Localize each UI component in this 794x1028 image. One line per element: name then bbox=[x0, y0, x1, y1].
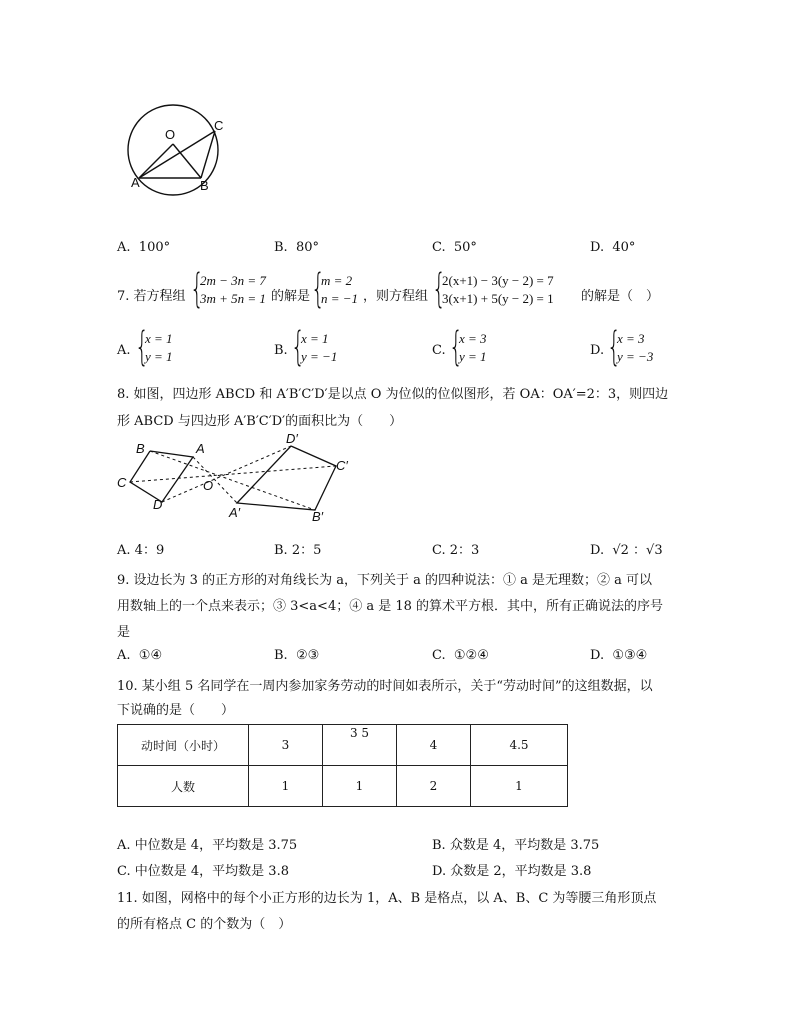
q6-option-c[interactable]: C. 50° bbox=[432, 240, 477, 255]
q10-line-1: 10. 某小组 5 名同学在一周内参加家务劳动的时间如表所示，关于“劳动时间”的这组数据，以 bbox=[117, 679, 653, 694]
q7-option-c[interactable]: x = 3 y = 1 bbox=[459, 331, 487, 364]
q8-line-2: 形 ABCD 与四边形 A′B′C′D′的面积比为（ ） bbox=[117, 414, 403, 429]
table-cell: 1 bbox=[249, 766, 323, 807]
q9-line-3: 是 bbox=[117, 625, 131, 640]
q7-option-b[interactable]: x = 1 y = −1 bbox=[301, 331, 338, 364]
table-cell: 3 5 bbox=[323, 725, 397, 766]
fig1-label-a: A bbox=[131, 175, 140, 190]
q8-option-d[interactable]: D. √2 ：√3 bbox=[590, 543, 663, 558]
q10-option-b[interactable]: B. 众数是 4，平均数是 3.75 bbox=[432, 838, 600, 853]
q10-option-c[interactable]: C. 中位数是 4，平均数是 3.8 bbox=[117, 864, 289, 879]
table-row bbox=[118, 766, 568, 807]
q9-option-d[interactable]: D. ①③④ bbox=[590, 648, 648, 663]
q9-option-b[interactable]: B. ②③ bbox=[274, 648, 320, 663]
brace-icon: { bbox=[449, 324, 463, 370]
q7-option-a-letter[interactable]: A. bbox=[117, 343, 131, 358]
q6-option-a[interactable]: A. 100° bbox=[117, 240, 171, 255]
table-cell: 3 bbox=[249, 725, 323, 766]
table-cell: 人数 bbox=[118, 766, 249, 807]
fig1-label-b: B bbox=[200, 178, 209, 193]
labor-time-table bbox=[117, 724, 568, 807]
q6-option-d[interactable]: D. 40° bbox=[590, 240, 636, 255]
q7-mid2: ，则方程组 bbox=[363, 289, 429, 304]
fig2-label-d: D bbox=[153, 497, 163, 512]
q7-option-a[interactable]: x = 1 y = 1 bbox=[145, 331, 173, 364]
fig2-label-ap: A′ bbox=[229, 505, 241, 520]
table-row bbox=[118, 725, 568, 766]
table-cell: 4.5 bbox=[471, 725, 568, 766]
q7-solution: m = 2 n = −1 bbox=[321, 273, 359, 306]
q11-line-2: 的所有格点 C 的个数为（ ） bbox=[117, 917, 292, 932]
brace-icon: { bbox=[432, 266, 446, 312]
q10-option-d[interactable]: D. 众数是 2，平均数是 3.8 bbox=[432, 864, 592, 879]
q11-line-1: 11. 如图，网格中的每个小正方形的边长为 1，A、B 是格点，以 A、B、C 为等腰三角形顶点 bbox=[117, 891, 657, 906]
fig2-label-b: B bbox=[136, 441, 145, 456]
q9-option-c[interactable]: C. ①②④ bbox=[432, 648, 489, 663]
q7-mid1: 的解是 bbox=[271, 289, 311, 304]
fig1-label-o: O bbox=[165, 127, 176, 142]
fig2-label-bp: B′ bbox=[312, 509, 324, 524]
table-cell: 1 bbox=[471, 766, 568, 807]
q7-option-b-letter[interactable]: B. bbox=[274, 343, 288, 358]
q7-option-d-letter[interactable]: D. bbox=[590, 343, 605, 358]
fig2-label-cp: C′ bbox=[336, 458, 348, 473]
fig1-label-c: C bbox=[214, 118, 224, 133]
fig2-label-dp: D′ bbox=[286, 431, 298, 446]
q9-line-2: 用数轴上的一个点来表示；③ 3<a<4；④ a 是 18 的算术平方根．其中，所有正确说法的序号 bbox=[117, 599, 664, 614]
q7-option-c-letter[interactable]: C. bbox=[432, 343, 446, 358]
table-cell: 4 bbox=[397, 725, 471, 766]
fig2-label-c: C bbox=[117, 475, 127, 490]
brace-icon: { bbox=[311, 266, 325, 312]
table-cell: 动时间（小时） bbox=[118, 725, 249, 766]
brace-icon: { bbox=[291, 324, 305, 370]
fig2-label-o: O bbox=[203, 478, 214, 493]
q7-system-2: 2(x+1) − 3(y − 2) = 7 3(x+1) + 5(y − 2) = 1 bbox=[442, 273, 554, 306]
q7-system-1: 2m − 3n = 7 3m + 5n = 1 bbox=[200, 273, 266, 306]
q8-option-b[interactable]: B. 2：5 bbox=[274, 543, 322, 558]
q8-option-c[interactable]: C. 2：3 bbox=[432, 543, 480, 558]
q9-line-1: 9. 设边长为 3 的正方形的对角线长为 a，下列关于 a 的四种说法：① a 是无理数；② a 可以 bbox=[117, 573, 653, 588]
q10-option-a[interactable]: A. 中位数是 4，平均数是 3.75 bbox=[117, 838, 298, 853]
q7-option-d[interactable]: x = 3 y = −3 bbox=[617, 331, 654, 364]
q7-suffix: 的解是（ ） bbox=[581, 289, 660, 304]
brace-icon: { bbox=[607, 324, 621, 370]
q8-option-a[interactable]: A. 4：9 bbox=[117, 543, 165, 558]
q8-line-1: 8. 如图，四边形 ABCD 和 A′B′C′D′是以点 O 为位似的位似图形，若 OA：OA′=2：3，则四边 bbox=[117, 387, 669, 402]
q9-option-a[interactable]: A. ①④ bbox=[117, 648, 163, 663]
q7-prefix: 7. 若方程组 bbox=[117, 289, 186, 304]
table-cell: 1 bbox=[323, 766, 397, 807]
fig2-label-a: A bbox=[196, 441, 205, 456]
q6-option-b[interactable]: B. 80° bbox=[274, 240, 319, 255]
q10-line-2: 下说确的是（ ） bbox=[117, 703, 235, 718]
table-cell: 2 bbox=[397, 766, 471, 807]
brace-icon: { bbox=[135, 324, 149, 370]
brace-icon: { bbox=[190, 266, 204, 312]
